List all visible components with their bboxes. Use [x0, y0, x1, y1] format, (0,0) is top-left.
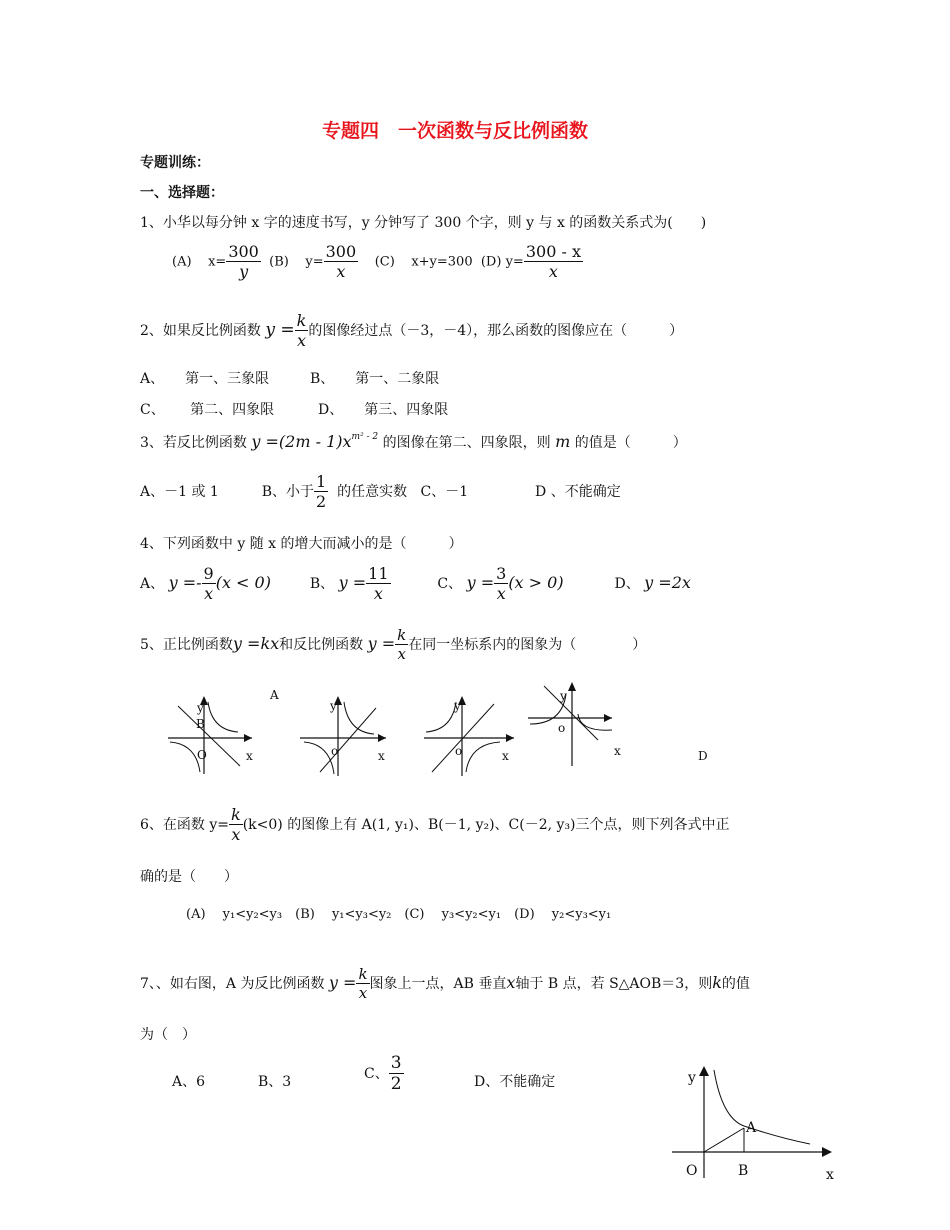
q1-d-lhs: y=: [505, 254, 524, 270]
q4-opt-a-lhs: y =-: [168, 572, 202, 592]
q4-opt-b-label: B、: [309, 575, 335, 592]
q1-c-text: x+y=300: [411, 254, 473, 270]
q3-opt-b-pre: B、小于: [261, 483, 315, 500]
q3-stem: [140, 432, 687, 452]
q3-opt-b-post: 的任意实数: [337, 483, 408, 500]
graph-a-curve-1: [208, 702, 238, 732]
q5-graph-d: [528, 682, 621, 766]
q6-stem: [140, 806, 730, 844]
page-title: 专题四 一次函数与反比例函数: [322, 120, 589, 142]
section-choice: 一、选择题：: [140, 185, 224, 201]
q7-fig-origin: O: [686, 1163, 698, 1179]
q1-a-fraction: [226, 243, 261, 281]
graph-c-curve-1: [426, 702, 456, 732]
q6-suffix: (k<0) 的图像上有 A(1, y₁)、B(－1, y₂)、C(－2, y₃)三个点，则下列各式中正: [242, 816, 730, 833]
q7-var-x: x: [506, 972, 516, 992]
graph-a-curve-2: [170, 742, 200, 772]
q7-mid-a: 图象上一点，AB 垂直: [369, 975, 507, 992]
q4-opt-a-fraction: [202, 565, 216, 603]
q1-stem: 1、小华以每分钟 x 字的速度书写，y 分钟写了 300 个字，则 y 与 x 的函数关系式为( ): [140, 215, 707, 231]
q4-opt-c-label: C、: [437, 575, 463, 592]
q5-label-a: A: [270, 688, 279, 702]
q7-den: x: [358, 983, 368, 1002]
q4-opt-c-den: x: [496, 583, 506, 603]
q2-lhs: y =: [265, 319, 295, 340]
q2-num: k: [296, 311, 307, 330]
q1-a-num: 300: [228, 242, 259, 261]
q7-opt-c-pre: C、: [364, 1066, 389, 1083]
q3-opt-d: D 、不能确定: [535, 483, 621, 500]
q1-d-num: 300 - x: [525, 242, 581, 261]
q7-mid-b: 轴于 B 点，若 S△AOB＝3，则: [515, 975, 713, 992]
q6-den: x: [231, 824, 241, 844]
graph-a-origin: O: [197, 748, 207, 762]
graph-c-x-label: x: [502, 749, 509, 763]
q7-opt-a: A、6: [172, 1074, 206, 1090]
q6-options: (A) y₁<y₂<y₃ (B) y₁<y₃<y₂ (C) y₃<y₂<y₁ (D) y₂<y₃<y₁: [186, 907, 612, 922]
q4-options: [140, 565, 691, 603]
q1-d-label: (D): [480, 254, 502, 270]
q2-fraction: [295, 312, 309, 350]
q4-opt-b-lhs: y =: [338, 572, 367, 592]
graph-d-line: [544, 686, 598, 740]
section-training: 专题训练：: [140, 155, 210, 171]
q7-lhs: y =: [328, 972, 357, 992]
q2-opt-a: A、 第一、三象限: [140, 371, 270, 387]
graph-a-line: [178, 706, 240, 766]
q2-prefix: 2、如果反比例函数: [140, 322, 261, 339]
q7-opt-c-fraction: [389, 1054, 404, 1094]
q1-a-den: y: [239, 261, 249, 281]
q4-opt-a-cond: (x < 0): [215, 572, 271, 592]
q1-b-num: 300: [325, 242, 357, 261]
q1-c-label: (C): [374, 254, 395, 270]
q2-opt-c: C、 第二、四象限: [140, 402, 275, 418]
q7-hyperbola: [714, 1070, 810, 1144]
q3-opt-b-num: 1: [316, 472, 327, 491]
q7-fig-y-label: y: [688, 1070, 696, 1086]
q7-stem: [140, 966, 750, 1002]
q7-opt-b: B、3: [258, 1074, 292, 1090]
q1-options: [172, 243, 583, 281]
q5-graph-b: [300, 696, 386, 776]
q7-opt-c: [364, 1054, 404, 1094]
q3-opt-b-den: 2: [316, 491, 327, 511]
q1-b-den: x: [336, 261, 346, 281]
q1-d-fraction: [524, 243, 583, 281]
q6-line2: 确的是（ ）: [140, 869, 238, 885]
q7-y-arrow: [699, 1066, 709, 1076]
graph-d-y-arrow: [568, 682, 576, 691]
graph-a-b-label: B: [196, 717, 205, 731]
q5-stem: [140, 627, 646, 663]
q1-b-label: (B): [269, 254, 289, 270]
q5-suffix: 在同一坐标系内的图象为（ ）: [408, 636, 647, 653]
q1-b-lhs: y=: [305, 254, 324, 270]
q5-graphs: [160, 680, 730, 780]
q4-opt-c-lhs: y =: [466, 572, 495, 592]
q4-opt-d-label: D、: [614, 575, 640, 592]
q7-opt-c-num: 3: [390, 1053, 402, 1073]
q3-prefix: 3、若反比例函数: [140, 435, 247, 451]
q1-a-label: (A): [172, 254, 192, 270]
q5-den: x: [397, 644, 406, 663]
graph-a-x-arrow: [244, 734, 252, 742]
q3-opt-a: A、－1 或 1: [140, 483, 219, 500]
q2-suffix: 的图像经过点（－3，－4），那么函数的图像应在（ ）: [308, 322, 684, 339]
q7-segment-oa: [704, 1128, 744, 1152]
q6-num: k: [231, 805, 241, 824]
q7-x-arrow: [822, 1147, 832, 1157]
q7-opt-c-den: 2: [390, 1073, 402, 1094]
q4-opt-b-fraction: [366, 565, 390, 603]
q1-b-fraction: [324, 243, 359, 281]
q5-mid: 和反比例函数: [279, 636, 364, 653]
graph-c-x-arrow: [506, 734, 514, 742]
graph-d-y-label: y: [560, 689, 567, 703]
q4-stem: 4、下列函数中 y 随 x 的增大而减小的是（ ）: [140, 536, 463, 552]
q4-opt-d-formula: y =2x: [644, 572, 691, 592]
q3-suffix-a: 的图像在第二、四象限，则: [382, 435, 551, 451]
graph-a-y-label: y: [197, 701, 204, 715]
graph-c-curve-2: [466, 742, 500, 772]
q4-opt-a-num: 9: [203, 564, 214, 583]
q5-graph-c: [424, 696, 514, 776]
graph-b-x-arrow: [378, 734, 386, 742]
q2-opt-b: B、 第一、二象限: [310, 371, 440, 387]
q4-opt-a-label: A、: [140, 575, 165, 592]
q5-fraction: [395, 627, 408, 663]
q2-stem: [140, 312, 683, 350]
graph-a-x-label: x: [246, 749, 253, 763]
q2-den: x: [296, 330, 306, 350]
q4-opt-a-den: x: [204, 583, 214, 603]
graph-d-origin: o: [558, 721, 566, 735]
q3-opt-c: C、－1: [420, 483, 469, 500]
q5-graph-a: [168, 696, 253, 774]
q5-f1: y =kx: [232, 633, 280, 653]
q7-fig-point-a: A: [746, 1120, 757, 1136]
graph-c-y-label: y: [454, 699, 461, 713]
q3-formula: y =(2m - 1)x: [251, 432, 352, 451]
q3-suffix-b: 的值是（ ）: [574, 435, 687, 451]
q5-prefix: 5、正比例函数: [140, 636, 233, 653]
graph-d-x-arrow: [604, 714, 612, 722]
q6-fraction: [229, 806, 243, 844]
q5-num: k: [397, 626, 407, 644]
q7-figure: [670, 1060, 850, 1185]
q6-prefix: 6、在函数 y=: [140, 816, 229, 833]
graph-d-x-label: x: [614, 744, 621, 758]
q7-fig-x-label: x: [826, 1167, 834, 1183]
q7-suffix: 的值: [721, 975, 750, 992]
q3-options: [140, 473, 621, 511]
q5-label-d: D: [698, 749, 708, 763]
q7-fraction: [356, 966, 369, 1002]
graph-b-curve-2: [304, 742, 334, 774]
q7-prefix: 7、、如右图，A 为反比例函数: [140, 975, 325, 992]
q7-fig-point-b: B: [738, 1163, 749, 1179]
graph-b-curve-1: [344, 702, 374, 734]
q3-opt-b-fraction: [314, 473, 328, 511]
q2-opt-d: D、 第三、四象限: [318, 402, 449, 418]
q3-exponent: m² - 2: [351, 432, 379, 442]
graph-b-origin: o: [331, 744, 339, 758]
graph-b-y-label: y: [330, 699, 337, 713]
q4-opt-c-fraction: [494, 565, 508, 603]
q7-opt-d: D、不能确定: [474, 1074, 556, 1090]
q7-line2: 为（ ）: [140, 1027, 196, 1043]
q3-var: m: [555, 432, 571, 451]
q4-opt-c-num: 3: [496, 564, 507, 583]
q4-opt-b-den: x: [373, 583, 383, 603]
graph-c-origin: o: [455, 744, 463, 758]
q4-opt-c-cond: (x > 0): [508, 572, 564, 592]
q4-opt-b-num: 11: [368, 564, 389, 583]
q7-var-k: k: [712, 972, 722, 992]
q7-num: k: [358, 965, 368, 983]
q1-a-lhs: x=: [208, 254, 227, 270]
graph-b-x-label: x: [378, 749, 385, 763]
q5-lhs: y =: [367, 633, 396, 653]
q1-d-den: x: [548, 261, 558, 281]
